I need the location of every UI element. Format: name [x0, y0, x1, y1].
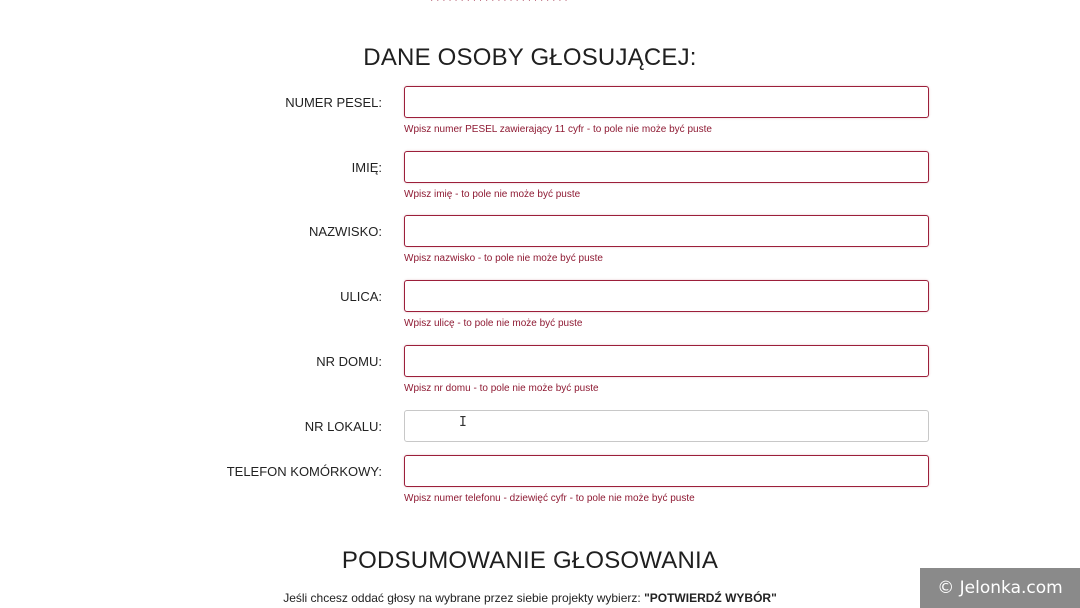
house-number-error: Wpisz nr domu - to pole nie może być puste [404, 383, 599, 394]
last-name-label: NAZWISKO: [309, 224, 382, 239]
confirm-choice-emphasis: "POTWIERDŹ WYBÓR" [644, 591, 777, 605]
mobile-phone-input[interactable] [404, 455, 929, 487]
street-input[interactable] [404, 280, 929, 312]
apartment-number-input[interactable] [404, 410, 929, 442]
summary-section-title: PODSUMOWANIE GŁOSOWANIA [341, 547, 719, 574]
apartment-number-label: NR LOKALU: [304, 419, 382, 434]
street-label: ULICA: [340, 289, 382, 304]
house-number-input[interactable] [404, 345, 929, 377]
last-name-error: Wpisz nazwisko - to pole nie może być puste [404, 253, 603, 264]
first-name-input[interactable] [404, 151, 929, 183]
watermark-badge: © Jelonka.com [920, 568, 1080, 608]
last-name-input[interactable] [404, 215, 929, 247]
pesel-label: NUMER PESEL: [285, 95, 382, 110]
summary-instructions-text: Jeśli chcesz oddać głosy na wybrane przez siebie projekty wybierz: [283, 591, 645, 605]
first-name-label: IMIĘ: [351, 160, 382, 175]
clipped-top-text: · · · · · · · · · · · · · · · · · · · · · · · [430, 0, 568, 6]
summary-instructions [0, 591, 1060, 605]
mobile-phone-label: TELEFON KOMÓRKOWY: [226, 464, 382, 479]
house-number-label: NR DOMU: [316, 354, 382, 369]
pesel-error: Wpisz numer PESEL zawierający 11 cyfr - to pole nie może być puste [404, 124, 712, 135]
first-name-error: Wpisz imię - to pole nie może być puste [404, 189, 581, 200]
street-error: Wpisz ulicę - to pole nie może być puste [404, 318, 583, 329]
mobile-phone-error: Wpisz numer telefonu - dziewięć cyfr - to pole nie może być puste [404, 493, 695, 504]
pesel-input[interactable] [404, 86, 929, 118]
voter-section-title: DANE OSOBY GŁOSUJĄCEJ: [363, 44, 697, 71]
text-cursor-icon: I [459, 415, 467, 430]
